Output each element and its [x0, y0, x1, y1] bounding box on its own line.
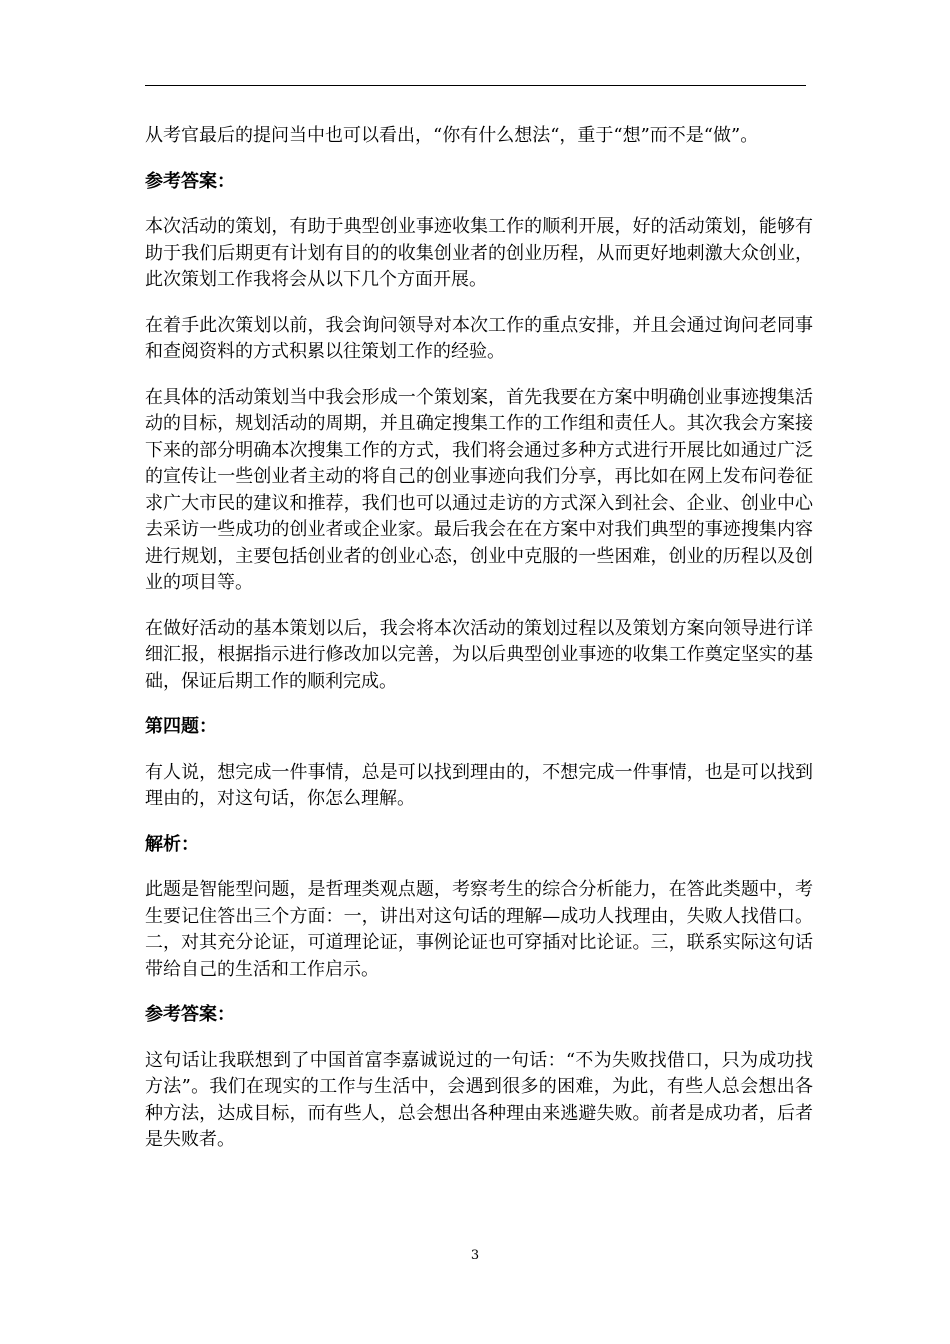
- header-rule: [145, 85, 806, 86]
- paragraph: 本次活动的策划，有助于典型创业事迹收集工作的顺利开展，好的活动策划，能够有助于我们后期更有计划有目的的收集创业者的创业历程，从而更好地刺激大众创业，此次策划工作我将会从以下几个方面开展。: [145, 216, 813, 290]
- section-heading: 参考答案：: [145, 170, 235, 192]
- paragraph: 这句话让我联想到了中国首富李嘉诚说过的一句话：“不为失败找借口，只为成功找方法”。我们在现实的工作与生活中，会遇到很多的困难，为此，有些人总会想出各种方法，达成目标，而有些人，总会想出各种理由来逃避失败。前者是成功者，后者是失败者。: [145, 1049, 813, 1150]
- page-number: 3: [470, 1248, 480, 1263]
- document-body: [145, 123, 813, 1173]
- paragraph: 在做好活动的基本策划以后，我会将本次活动的策划过程以及策划方案向领导进行详细汇报，根据指示进行修改加以完善，为以后典型创业事迹的收集工作奠定坚实的基础，保证后期工作的顺利完成。: [145, 617, 813, 692]
- paragraph: 在具体的活动策划当中我会形成一个策划案，首先我要在方案中明确创业事迹搜集活动的目标，规划活动的周期，并且确定搜集工作的工作组和责任人。其次我会方案接下来的部分明确本次搜集工作的方式，我们将会通过多种方式进行开展比如通过广泛的宣传让一些创业者主动的将自己的创业事迹向我们分享，再比如在网上发布问卷征求广大市民的建议和推荐，我们也可以通过走访的方式深入到社会、企业、创业中心去采访一些成功的创业者或企业家。最后我会在在方案中对我们典型的事迹搜集内容进行规划，主要包括创业者的创业心态，创业中克服的一些困难，创业的历程以及创业的项目等。: [145, 386, 813, 593]
- section-heading: 第四题：: [145, 716, 217, 737]
- paragraph: 有人说，想完成一件事情，总是可以找到理由的，不想完成一件事情，也是可以找到理由的，对这句话，你怎么理解。: [145, 761, 813, 809]
- paragraph: 从考官最后的提问当中也可以看出，“你有什么想法“，重于“想”而不是“做”。: [145, 125, 759, 146]
- section-heading: 参考答案：: [145, 1004, 235, 1025]
- paragraph: 此题是智能型问题，是哲理类观点题，考察考生的综合分析能力，在答此类题中，考生要记住答出三个方面：一，讲出对这句话的理解—成功人找理由，失败人找借口。二，对其充分论证，可道理论证，事例论证也可穿插对比论证。三，联系实际这句话带给自己的生活和工作启示。: [145, 879, 813, 980]
- paragraph: 在着手此次策划以前，我会询问领导对本次工作的重点安排，并且会通过询问老同事和查阅资料的方式积累以往策划工作的经验。: [145, 314, 813, 362]
- section-heading: 解析：: [145, 833, 199, 855]
